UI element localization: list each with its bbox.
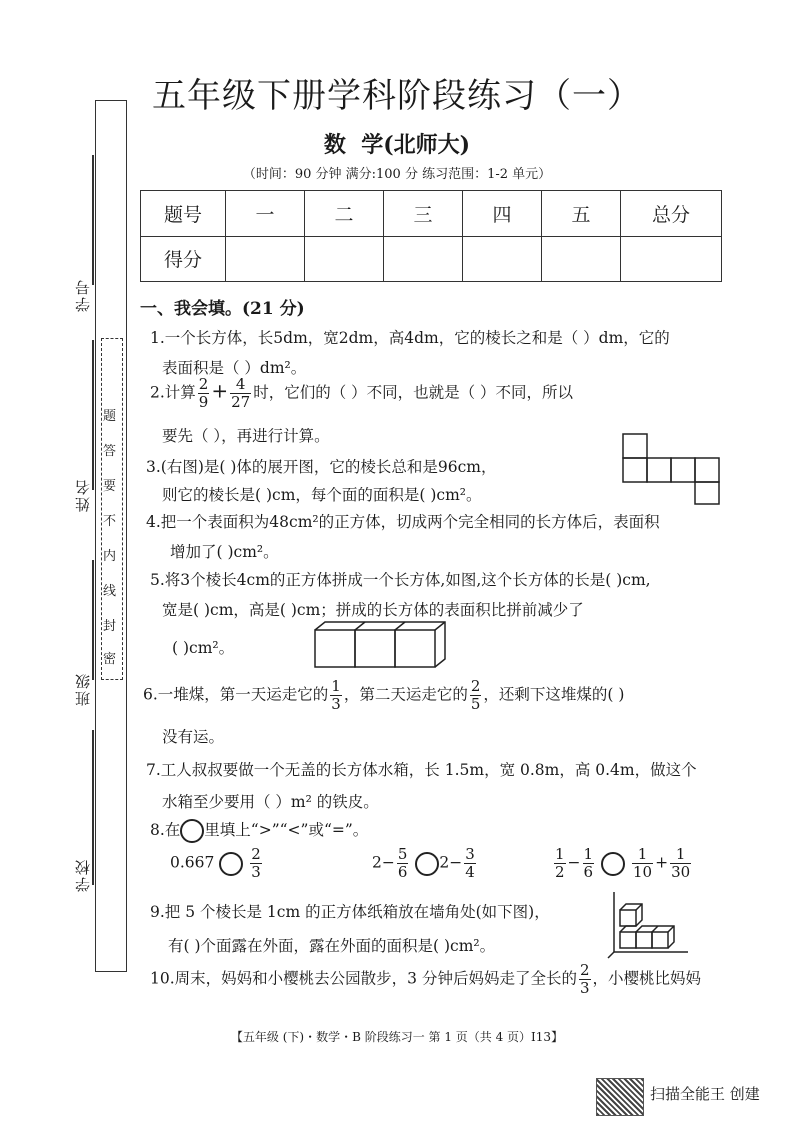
q7-line1: 7.工人叔叔要做一个无盖的长方体水箱，长 1.5m，宽 0.8m，高 0.4m，做这个 [146, 761, 697, 779]
numerator: 1 [670, 846, 691, 864]
plus-sign: + [211, 378, 229, 403]
score-cell: 总分 [621, 191, 722, 237]
score-cell: 一 [226, 191, 305, 237]
score-cell: 五 [542, 191, 621, 237]
numerator: 2 [251, 845, 261, 863]
exam-info: （时间：90 分钟 满分:100 分 练习范围：1-2 单元） [242, 167, 552, 182]
numerator: 1 [331, 677, 341, 695]
q2-line1 [150, 376, 573, 411]
qr-code-icon [596, 1078, 644, 1116]
score-cell: 四 [463, 191, 542, 237]
q1-line1: 1.一个长方体，长5dm，宽2dm，高4dm，它的棱长之和是（ ）dm，它的 [150, 329, 670, 347]
numerator: 4 [230, 376, 251, 394]
numerator: 1 [555, 845, 565, 863]
name-label: 姓名 [74, 478, 92, 512]
compare-circle[interactable] [415, 852, 439, 876]
denominator: 2 [555, 863, 565, 881]
q8-item-b [372, 846, 478, 881]
q2-suffix: 时，它们的（ ）不同，也就是（ ）不同，所以 [253, 383, 574, 402]
score-cell: 题号 [141, 191, 226, 237]
q2-line2: 要先（ ），再进行计算。 [162, 427, 330, 445]
fraction [554, 846, 566, 881]
score-blank[interactable] [621, 236, 722, 282]
name-line [92, 340, 94, 490]
compare-circle[interactable] [219, 852, 243, 876]
q10-suffix: ，小樱桃比妈妈 [592, 969, 702, 988]
three-cubes-figure [313, 620, 453, 670]
seal-char: 答 [103, 444, 117, 459]
denominator: 10 [632, 863, 653, 881]
fraction [250, 846, 262, 881]
fraction [464, 846, 476, 881]
q9-line2: 有( )个面露在外面，露在外面的面积是( )cm²。 [168, 937, 496, 955]
exam-title: 五年级下册学科阶段练习（一） [152, 76, 642, 116]
class-line [92, 560, 94, 680]
score-cell: 三 [384, 191, 463, 237]
score-blank[interactable] [384, 236, 463, 282]
denominator: 3 [331, 695, 341, 713]
numerator: 1 [583, 845, 594, 863]
q10-prefix: 10.周末，妈妈和小樱桃去公园散步，3 分钟后妈妈走了全长的 [150, 969, 577, 988]
q8-item-c [552, 846, 693, 881]
q3-line1: 3.(右图)是( )体的展开图，它的棱长总和是96cm， [146, 458, 497, 476]
q8-prefix: 8.在 [150, 821, 181, 839]
q8-suffix: 里填上“>”“<”或“=”。 [204, 821, 369, 839]
seal-char: 密 [103, 652, 117, 667]
score-cell: 二 [305, 191, 384, 237]
numerator: 1 [632, 846, 653, 864]
denominator: 3 [579, 979, 590, 997]
q3-line2: 则它的棱长是( )cm，每个面的面积是( )cm²。 [162, 486, 482, 504]
fraction [470, 678, 482, 713]
q9-line1: 9.把 5 个棱长是 1cm 的正方体纸箱放在墙角处(如下图)， [150, 903, 550, 921]
q8b-prefix: 2− [372, 853, 395, 872]
compare-circle[interactable] [601, 852, 625, 876]
denominator: 3 [251, 863, 261, 881]
q2-prefix: 2.计算 [150, 383, 196, 402]
denominator: 4 [465, 863, 475, 881]
seal-char: 题 [103, 409, 117, 424]
q6-line2: 没有运。 [162, 728, 225, 746]
denominator: 30 [671, 863, 691, 881]
minus-sign: − [567, 853, 581, 872]
fraction [670, 846, 691, 881]
q8a-left: 0.667 [170, 853, 215, 872]
exam-subtitle: 数 学(北师大) [323, 132, 471, 158]
numerator: 2 [579, 961, 590, 979]
seal-char: 封 [103, 619, 117, 634]
score-cell: 得分 [141, 236, 226, 282]
q10-line1 [150, 962, 701, 997]
scanner-watermark: 扫描全能王 创建 [650, 1085, 760, 1103]
q4-line2: 增加了( )cm²。 [170, 543, 279, 561]
numerator: 5 [397, 845, 408, 863]
q6-suffix: ，还剩下这堆煤的( ) [483, 685, 625, 704]
class-label: 班级 [74, 672, 92, 706]
numerator: 3 [465, 845, 475, 863]
q5-line2: 宽是( )cm，高是( )cm；拼成的长方体的表面积比拼前减少了 [162, 601, 584, 619]
cuboid-net-figure [620, 432, 732, 506]
denominator: 9 [198, 393, 209, 411]
fraction [330, 678, 342, 713]
score-table-header-row [141, 191, 722, 237]
q4-line1: 4.把一个表面积为48cm²的正方体，切成两个完全相同的长方体后，表面积 [146, 513, 660, 531]
score-table-score-row [141, 236, 722, 282]
denominator: 6 [397, 863, 408, 881]
plus-sign: + [655, 853, 669, 872]
denominator: 6 [583, 863, 594, 881]
fraction [230, 376, 251, 411]
score-blank[interactable] [226, 236, 305, 282]
score-blank[interactable] [542, 236, 621, 282]
seal-char: 内 [103, 549, 117, 564]
q6-middle: ，第二天运走它的 [343, 685, 468, 704]
corner-cubes-figure [606, 890, 692, 960]
school-label: 学校 [74, 858, 92, 892]
fraction [198, 376, 210, 411]
denominator: 5 [470, 695, 481, 713]
numerator: 2 [198, 375, 209, 393]
q5-line1: 5.将3个棱长4cm的正方体拼成一个长方体,如图,这个长方体的长是( )cm, [150, 571, 651, 589]
q5-line3: ( )cm²。 [172, 639, 235, 657]
seal-char: 不 [103, 514, 117, 529]
denominator: 27 [231, 393, 251, 411]
page-footer: 【五年级 (下)・数学・B 阶段练习一 第 1 页（共 4 页）I13】 [230, 1030, 564, 1044]
fraction [583, 846, 595, 881]
seal-char: 线 [103, 584, 117, 599]
numerator: 2 [470, 677, 481, 695]
score-table [140, 190, 722, 282]
q8-instruction [150, 818, 368, 843]
seal-char: 要 [103, 479, 117, 494]
fraction [632, 846, 653, 881]
number-label: 学号 [74, 278, 92, 312]
q8-item-a [170, 846, 264, 881]
q6-line1 [143, 678, 624, 713]
score-blank[interactable] [463, 236, 542, 282]
fraction [397, 846, 409, 881]
circle-icon [180, 819, 204, 843]
fraction [579, 962, 591, 997]
q6-prefix: 6.一堆煤，第一天运走它的 [143, 685, 329, 704]
q7-line2: 水箱至少要用（ ）m² 的铁皮。 [162, 793, 379, 811]
section-heading: 一、我会填。(21 分) [140, 299, 305, 319]
score-blank[interactable] [305, 236, 384, 282]
q1-line2: 表面积是（ ）dm²。 [162, 359, 307, 377]
q8b-middle: 2− [439, 853, 463, 872]
